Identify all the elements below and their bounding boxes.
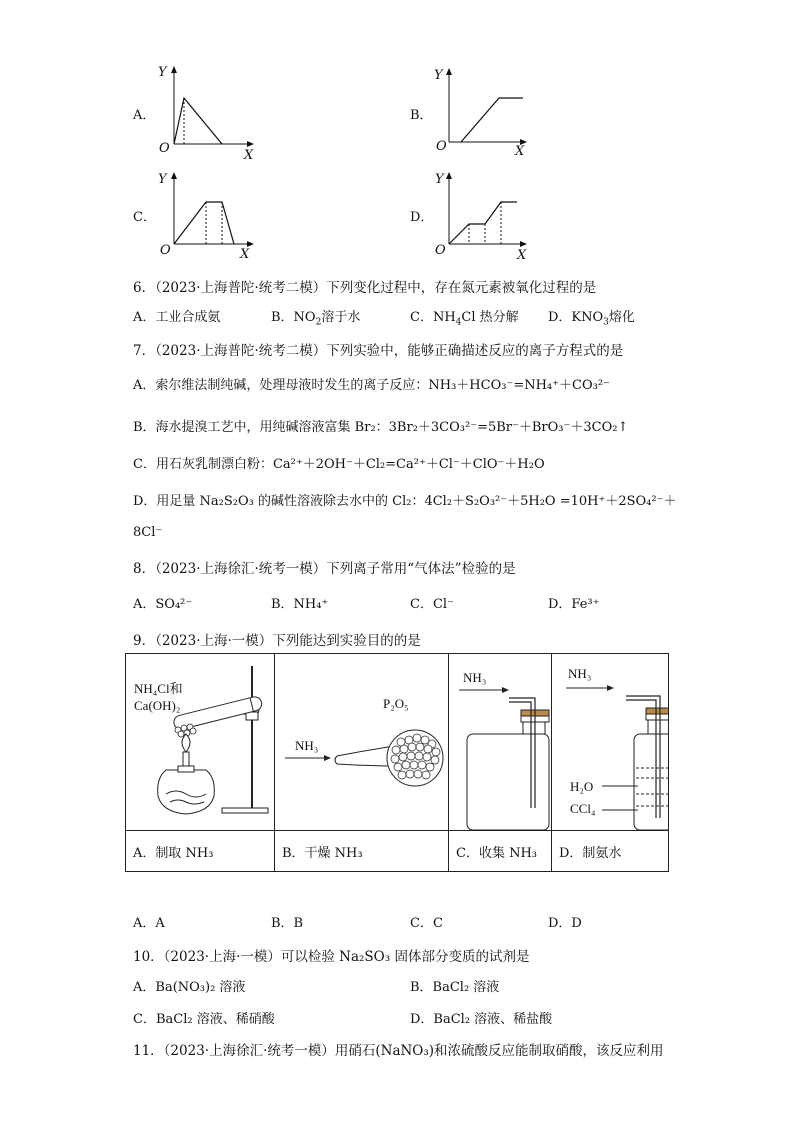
q8-option-b[interactable]: B．NH₄⁺ (271, 597, 329, 612)
q9-option-d[interactable]: D．D (548, 916, 582, 931)
q10-option-d[interactable]: D．BaCl₂ 溶液、稀盐酸 (410, 1012, 553, 1027)
x-axis-label: X (517, 248, 527, 263)
q7-option-d-line2: 8Cl⁻ (133, 525, 163, 540)
caption-d: D．制氨水 (552, 831, 669, 872)
q6-option-c[interactable]: C．$NH_4Cl$ 热分解 (410, 310, 519, 328)
y-axis-label: Y (434, 68, 443, 83)
question-7-stem: 7．（2023·上海普陀·统考二模）下列实验中，能够正确描述反应的离子方程式的是 (133, 343, 624, 359)
graph-option-a-label: A． (133, 108, 156, 123)
caption-b: B．干燥 NH₃ (275, 831, 449, 872)
q8-option-c[interactable]: C．Cl⁻ (410, 597, 454, 612)
question-9-stem: 9．（2023·上海·一模）下列能达到实验目的的是 (133, 633, 421, 649)
q10-option-b[interactable]: B．BaCl₂ 溶液 (410, 980, 500, 995)
x-axis-label: X (515, 144, 525, 159)
gas-label: NH₃ (568, 666, 592, 681)
q9-option-a[interactable]: A．A (133, 916, 165, 931)
reagent-label: NH₄Cl和 Ca(OH)₂ (134, 681, 183, 713)
y-axis-label: Y (435, 172, 444, 187)
q7-option-d-line1[interactable]: D．用足量 Na₂S₂O₃ 的碱性溶液除去水中的 Cl₂：4Cl₂＋S₂O₃²⁻＋5H₂O =10H⁺＋2SO₄²⁻＋ (133, 494, 677, 509)
origin-label: O (159, 141, 170, 156)
origin-label: O (160, 243, 171, 258)
graph-option-d-label: D． (410, 210, 434, 225)
apparatus-a-cell (126, 654, 275, 831)
drier-label: P₂O₅ (383, 696, 409, 711)
graph-c (150, 166, 270, 266)
q9-option-b[interactable]: B．B (271, 916, 304, 931)
q7-option-c[interactable]: C．用石灰乳制漂白粉：Ca²⁺＋2OH⁻＋Cl₂=Ca²⁺＋Cl⁻＋ClO⁻＋H₂O (133, 457, 545, 472)
apparatus-d-cell (552, 654, 669, 831)
heating-apparatus-drawing (126, 654, 274, 830)
graph-option-c-label: C． (133, 210, 156, 225)
apparatus-c-cell (449, 654, 552, 831)
q7-option-b[interactable]: B．海水提溴工艺中，用纯碱溶液富集 Br₂：3Br₂＋3CO₃²⁻=5Br⁻＋BrO₃⁻＋3CO₂↑ (133, 420, 629, 435)
question-10-stem: 10．（2023·上海·一模）可以检验 Na₂SO₃ 固体部分变质的试剂是 (133, 949, 530, 965)
q10-option-c[interactable]: C．BaCl₂ 溶液、稀硝酸 (133, 1012, 275, 1027)
y-axis-label: Y (158, 172, 167, 187)
question-6-stem: 6．（2023·上海普陀·统考二模）下列变化过程中，存在氮元素被氧化过程的是 (133, 280, 597, 296)
question-11-stem: 11．（2023·上海徐汇·统考一模）用硝石(NaNO₃)和浓硫酸反应能制取硝酸，该反应利用 (133, 1043, 664, 1059)
caption-a: A．制取 NH₃ (126, 831, 275, 872)
q6-option-d[interactable]: D．$KNO_3$熔化 (548, 310, 635, 328)
q10-option-a[interactable]: A．Ba(NO₃)₂ 溶液 (133, 980, 246, 995)
q6-option-b[interactable]: B．$NO_2$溶于水 (271, 310, 361, 328)
caption-c: C．收集 NH₃ (449, 831, 552, 872)
graph-b (425, 62, 545, 162)
y-axis-label: Y (158, 65, 167, 80)
graph-d (425, 166, 545, 266)
gas-label: NH₃ (295, 738, 319, 753)
graph-option-b-label: B． (410, 108, 433, 123)
q7-option-a[interactable]: A．索尔维法制纯碱，处理母液时发生的离子反应：NH₃＋HCO₃⁻=NH₄⁺＋CO₃²⁻ (133, 378, 610, 393)
apparatus-table (125, 653, 669, 872)
q8-option-d[interactable]: D．Fe³⁺ (548, 597, 600, 612)
origin-label: O (435, 243, 446, 258)
graph-a (150, 62, 270, 162)
apparatus-b-cell (275, 654, 449, 831)
origin-label: O (436, 139, 447, 154)
water-label: H₂O (570, 779, 594, 794)
question-8-stem: 8．（2023·上海徐汇·统考一模）下列离子常用“气体法”检验的是 (133, 561, 516, 577)
ammonia-absorption-drawing (552, 654, 668, 830)
ccl4-label: CCl₄ (570, 801, 596, 816)
x-axis-label: X (240, 247, 250, 262)
q8-option-a[interactable]: A．SO₄²⁻ (133, 597, 193, 612)
x-axis-label: X (244, 148, 254, 162)
q9-option-c[interactable]: C．C (410, 916, 443, 931)
drying-tube-drawing (275, 654, 448, 830)
gas-bottle-drawing (449, 654, 551, 830)
q6-option-a[interactable]: A．工业合成氨 (133, 310, 221, 325)
gas-label: NH₃ (463, 670, 487, 685)
